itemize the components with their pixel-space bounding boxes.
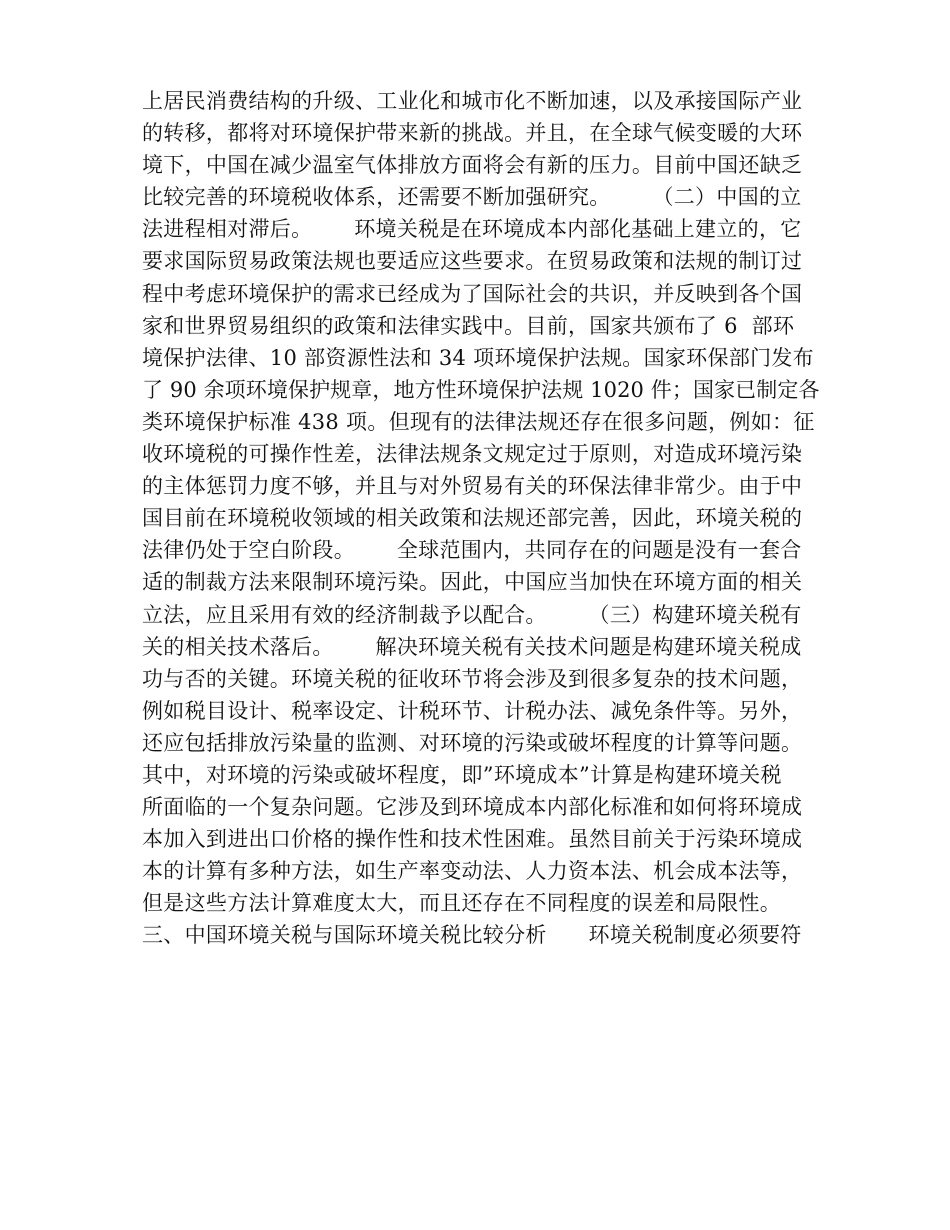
text-line: 比较完善的环境税收体系，还需要不断加强研究。 （二）中国的立 — [142, 185, 802, 210]
text-line: 但是这些方法计算难度太大，而且还存在不同程度的误差和局限性。 — [142, 891, 781, 916]
text-line: 立法，应且采用有效的经济制裁予以配合。 （三）构建环境关税有 — [142, 602, 802, 627]
text-line: 上居民消费结构的升级、工业化和城市化不断加速，以及承接国际产业 — [142, 89, 803, 113]
text-line: 家和世界贸易组织的政策和法律实践中。目前，国家共颁布了 6 部环 — [142, 313, 795, 338]
text-line: 国目前在环境税收领域的相关政策和法规还部完善，因此，环境关税的 — [142, 506, 803, 531]
text-line: 法律仍处于空白阶段。 全球范围内，共同存在的问题是没有一套合 — [142, 538, 802, 563]
text-line: 本的计算有多种方法，如生产率变动法、人力资本法、机会成本法等， — [142, 859, 803, 884]
body-text — [142, 85, 822, 952]
text-line: 要求国际贸易政策法规也要适应这些要求。在贸易政策和法规的制订过 — [142, 249, 803, 274]
text-line: 适的制裁方法来限制环境污染。因此，中国应当加快在环境方面的相关 — [142, 570, 803, 595]
text-line: 关的相关技术落后。 解决环境关税有关技术问题是构建环境关税成 — [142, 634, 802, 659]
text-line: 的主体惩罚力度不够，并且与对外贸易有关的环保法律非常少。由于中 — [142, 474, 803, 499]
text-line: 境保护法律、10 部资源性法和 34 项环境保护法规。国家环保部门发布 — [142, 345, 814, 370]
text-line: 了 90 余项环境保护规章，地方性环境保护法规 1020 件；国家已制定各 — [142, 377, 820, 402]
text-line: 类环境保护标准 438 项。但现有的法律法规还存在很多问题，例如：征 — [142, 409, 815, 434]
text-line: 的转移，都将对环境保护带来新的挑战。并且，在全球气候变暖的大环 — [142, 121, 803, 146]
text-line: 程中考虑环境保护的需求已经成为了国际社会的共识，并反映到各个国 — [142, 281, 803, 306]
text-line: 三、中国环境关税与国际环境关税比较分析 环境关税制度必须要符 — [142, 923, 802, 948]
text-line: 法进程相对滞后。 环境关税是在环境成本内部化基础上建立的，它 — [142, 217, 802, 242]
text-line: 功与否的关键。环境关税的征收环节将会涉及到很多复杂的技术问题， — [142, 666, 803, 691]
text-line: 还应包括排放污染量的监测、对环境的污染或破坏程度的计算等问题。 — [142, 730, 803, 755]
text-line: 收环境税的可操作性差，法律法规条文规定过于原则，对造成环境污染 — [142, 442, 803, 467]
text-line: 其中，对环境的污染或破坏程度，即”环境成本”计算是构建环境关税 — [142, 762, 782, 787]
text-line: 所面临的一个复杂问题。它涉及到环境成本内部化标准和如何将环境成 — [142, 795, 803, 820]
text-line: 例如税目设计、税率设定、计税环节、计税办法、减免条件等。另外， — [142, 698, 803, 723]
text-line: 境下，中国在减少温室气体排放方面将会有新的压力。目前中国还缺乏 — [142, 153, 803, 178]
text-line: 本加入到进出口价格的操作性和技术性困难。虽然目前关于污染环境成 — [142, 827, 803, 852]
